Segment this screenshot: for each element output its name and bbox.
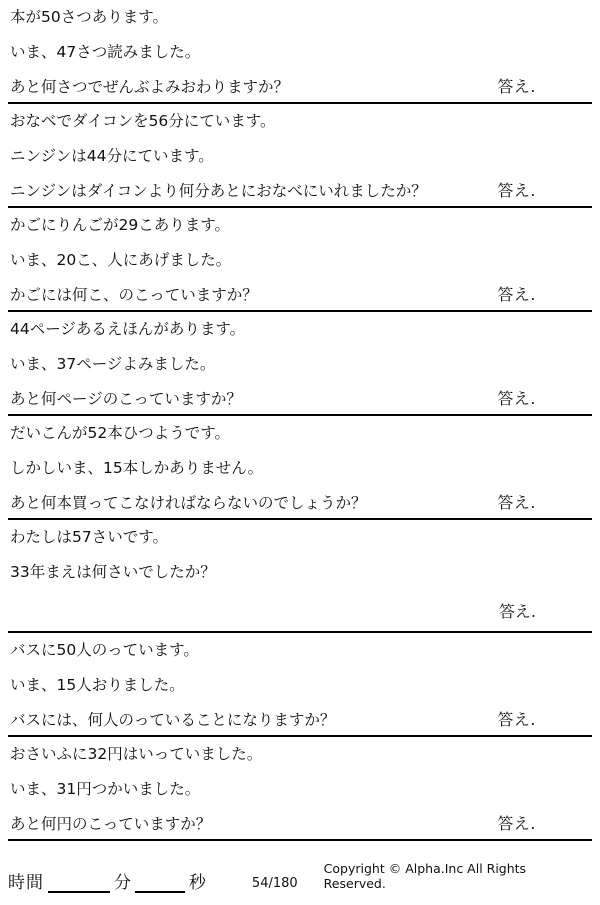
- question-text: いま、37ページよみました。: [10, 354, 216, 373]
- question-text: かごにりんごが29こあります。: [10, 216, 230, 234]
- question-text: あと何本買ってこなければならないのでしょうか？: [10, 493, 367, 512]
- problem-line: [8, 520, 592, 555]
- question-text: あと何ページのこっていますか？: [10, 389, 242, 408]
- footer: [8, 861, 592, 893]
- problem-line: [8, 312, 592, 347]
- answer-label: 答え.: [497, 389, 536, 408]
- problem-line: [8, 589, 592, 631]
- answer-label: 答え.: [498, 602, 536, 621]
- seconds-blank[interactable]: [135, 877, 185, 893]
- problem-block: [8, 633, 592, 737]
- answer-label: 答え.: [497, 814, 536, 833]
- problem-line: [8, 381, 592, 414]
- footer-meta: [252, 861, 592, 893]
- problem-line: [8, 104, 592, 139]
- problem-line: [8, 277, 592, 310]
- question-text: いま、47さつ読みました。: [10, 42, 201, 61]
- copyright-text: Copyright © Alpha.Inc All Rights Reserved.: [323, 861, 527, 891]
- question-text: おさいふに32円はいっていました。: [10, 745, 263, 763]
- problem-line: [8, 772, 592, 807]
- page-number: 54/180: [251, 876, 298, 891]
- problem-line: [8, 139, 592, 174]
- question-text: しかしいま、15本しかありません。: [10, 458, 264, 477]
- answer-label: 答え.: [497, 285, 536, 304]
- question-text: 33年まえは何さいでしたか？: [10, 562, 216, 581]
- problem-block: [8, 208, 592, 312]
- problem-block: [8, 104, 592, 208]
- problem-line: [8, 485, 592, 518]
- problem-line: [8, 0, 592, 35]
- question-text: いま、31円つかいました。: [10, 779, 201, 798]
- problem-line: [8, 173, 592, 206]
- answer-label: 答え.: [497, 493, 536, 512]
- minutes-unit: 分: [113, 873, 131, 893]
- problem-line: [8, 737, 592, 772]
- answer-label: 答え.: [497, 710, 536, 729]
- problem-line: [8, 451, 592, 486]
- question-text: バスに50人のっています。: [10, 641, 199, 659]
- question-text: あと何円のこっていますか？: [10, 814, 212, 833]
- question-text: あと何さつでぜんぶよみおわりますか？: [10, 77, 290, 96]
- answer-label: 答え.: [497, 77, 536, 96]
- question-text: 44ページあるえほんがあります。: [10, 320, 246, 338]
- question-text: だいこんが52本ひつようです。: [10, 424, 230, 442]
- question-text: かごには何こ、のこっていますか？: [10, 285, 258, 304]
- problem-line: [8, 633, 592, 668]
- time-label: 時間: [8, 873, 44, 893]
- problem-block: [8, 737, 592, 841]
- problem-line: [8, 702, 592, 735]
- problem-block: [8, 520, 592, 633]
- problem-line: [8, 416, 592, 451]
- problem-line: [8, 243, 592, 278]
- question-text: バスには、何人のっていることになりますか？: [10, 710, 336, 729]
- question-text: ニンジンはダイコンより何分あとにおなべにいれましたか？: [10, 181, 427, 200]
- problem-block: [8, 0, 592, 104]
- answer-label: 答え.: [497, 181, 536, 200]
- question-text: おなべでダイコンを56分にています。: [10, 112, 276, 130]
- problem-line: [8, 555, 592, 590]
- problem-line: [8, 69, 592, 102]
- question-text: いま、15人おりました。: [10, 675, 185, 694]
- question-text: ニンジンは44分にています。: [10, 146, 214, 165]
- question-text: わたしは57さいです。: [10, 528, 168, 546]
- problem-line: [8, 347, 592, 382]
- problem-block: [8, 416, 592, 520]
- minutes-blank[interactable]: [48, 877, 110, 893]
- seconds-unit: 秒: [188, 873, 206, 893]
- problem-line: [8, 208, 592, 243]
- question-text: 本が50さつあります。: [10, 8, 168, 26]
- problem-line: [8, 806, 592, 839]
- question-text: いま、20こ、人にあげました。: [10, 250, 232, 269]
- problem-block: [8, 312, 592, 416]
- problem-line: [8, 668, 592, 703]
- problem-line: [8, 35, 592, 70]
